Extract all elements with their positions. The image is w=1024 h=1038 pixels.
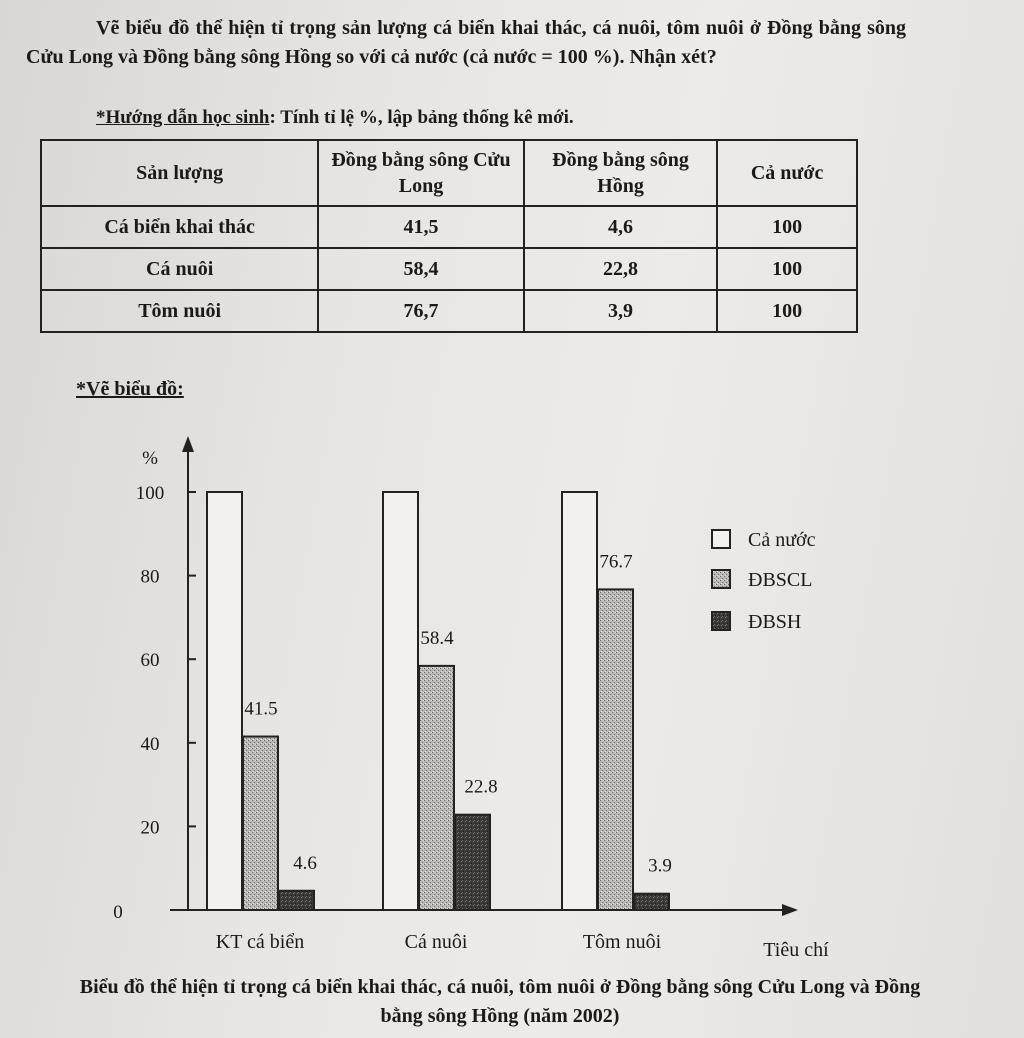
legend-swatch bbox=[712, 612, 730, 630]
category-label: Tôm nuôi bbox=[582, 931, 662, 953]
exercise-prompt: Vẽ biểu đồ thể hiện tỉ trọng sản lượng cá biển khai thác, cá nuôi, tôm nuôi ở Đồng bằng sông Cửu Long và Đồng bằng sông Hồng so với cả nước (cả nước = 100 %). Nhận xét? bbox=[26, 17, 906, 68]
y-tick-label: 40 bbox=[140, 733, 160, 755]
legend-swatch bbox=[712, 570, 730, 588]
chart-caption: Biểu đồ thể hiện tỉ trọng cá biển khai thác, cá nuôi, tôm nuôi ở Đồng bằng sông Cửu Long và Đồng bằng sông Hồng (năm 2002) bbox=[79, 976, 921, 1027]
data-label: 41.5 bbox=[244, 698, 278, 720]
legend-label: Cả nước bbox=[748, 529, 816, 551]
guide-label: *Hướng dẫn học sinh bbox=[96, 107, 270, 128]
bar bbox=[634, 894, 669, 910]
legend-swatch bbox=[712, 530, 730, 548]
bar bbox=[243, 737, 278, 910]
table-cell: 3,9 bbox=[524, 290, 718, 332]
guide-text: : Tính tỉ lệ %, lập bảng thống kê mới. bbox=[269, 107, 574, 128]
bar bbox=[562, 492, 597, 910]
table-cell: Tôm nuôi bbox=[41, 290, 318, 332]
bar bbox=[383, 492, 418, 910]
table-cell: 58,4 bbox=[318, 248, 523, 290]
data-label: 22.8 bbox=[464, 776, 498, 798]
table-cell: 100 bbox=[717, 290, 857, 332]
table-header-cell: Cả nước bbox=[717, 140, 857, 206]
y-tick-label: 80 bbox=[140, 566, 160, 588]
table-cell: 76,7 bbox=[318, 290, 523, 332]
data-label: 58.4 bbox=[420, 627, 454, 649]
x-axis-label: Tiêu chí bbox=[763, 939, 829, 961]
data-label: 76.7 bbox=[599, 551, 633, 573]
data-label: 4.6 bbox=[293, 852, 317, 874]
table-cell: 100 bbox=[717, 248, 857, 290]
y-tick-label: 0 bbox=[113, 902, 123, 923]
category-label: KT cá biển bbox=[215, 931, 305, 953]
section-heading: *Vẽ biểu đồ: bbox=[76, 378, 184, 400]
bar bbox=[455, 815, 490, 910]
table-header-cell: Đồng bằng sông Cửu Long bbox=[318, 140, 523, 206]
table-cell: 41,5 bbox=[318, 206, 523, 248]
bar bbox=[279, 891, 314, 910]
table-cell: 4,6 bbox=[524, 206, 718, 248]
y-tick-label: 20 bbox=[140, 817, 160, 839]
table-cell: Cá nuôi bbox=[41, 248, 318, 290]
y-tick-label: 60 bbox=[140, 650, 160, 672]
y-axis-arrow bbox=[182, 436, 194, 452]
bar bbox=[207, 492, 242, 910]
table-cell: 100 bbox=[717, 206, 857, 248]
data-label: 3.9 bbox=[648, 855, 672, 877]
table-cell: Cá biển khai thác bbox=[41, 206, 318, 248]
table-header-cell: Sản lượng bbox=[41, 140, 318, 206]
table-cell: 22,8 bbox=[524, 248, 718, 290]
bar bbox=[598, 589, 633, 910]
category-label: Cá nuôi bbox=[404, 931, 468, 953]
bar bbox=[419, 666, 454, 910]
legend-label: ĐBSH bbox=[748, 611, 802, 633]
legend-label: ĐBSCL bbox=[748, 569, 813, 591]
y-axis-label: % bbox=[142, 448, 158, 469]
y-tick-label: 100 bbox=[135, 483, 165, 504]
table-header-cell: Đồng bằng sông Hồng bbox=[524, 140, 718, 206]
x-axis-arrow bbox=[782, 904, 798, 916]
